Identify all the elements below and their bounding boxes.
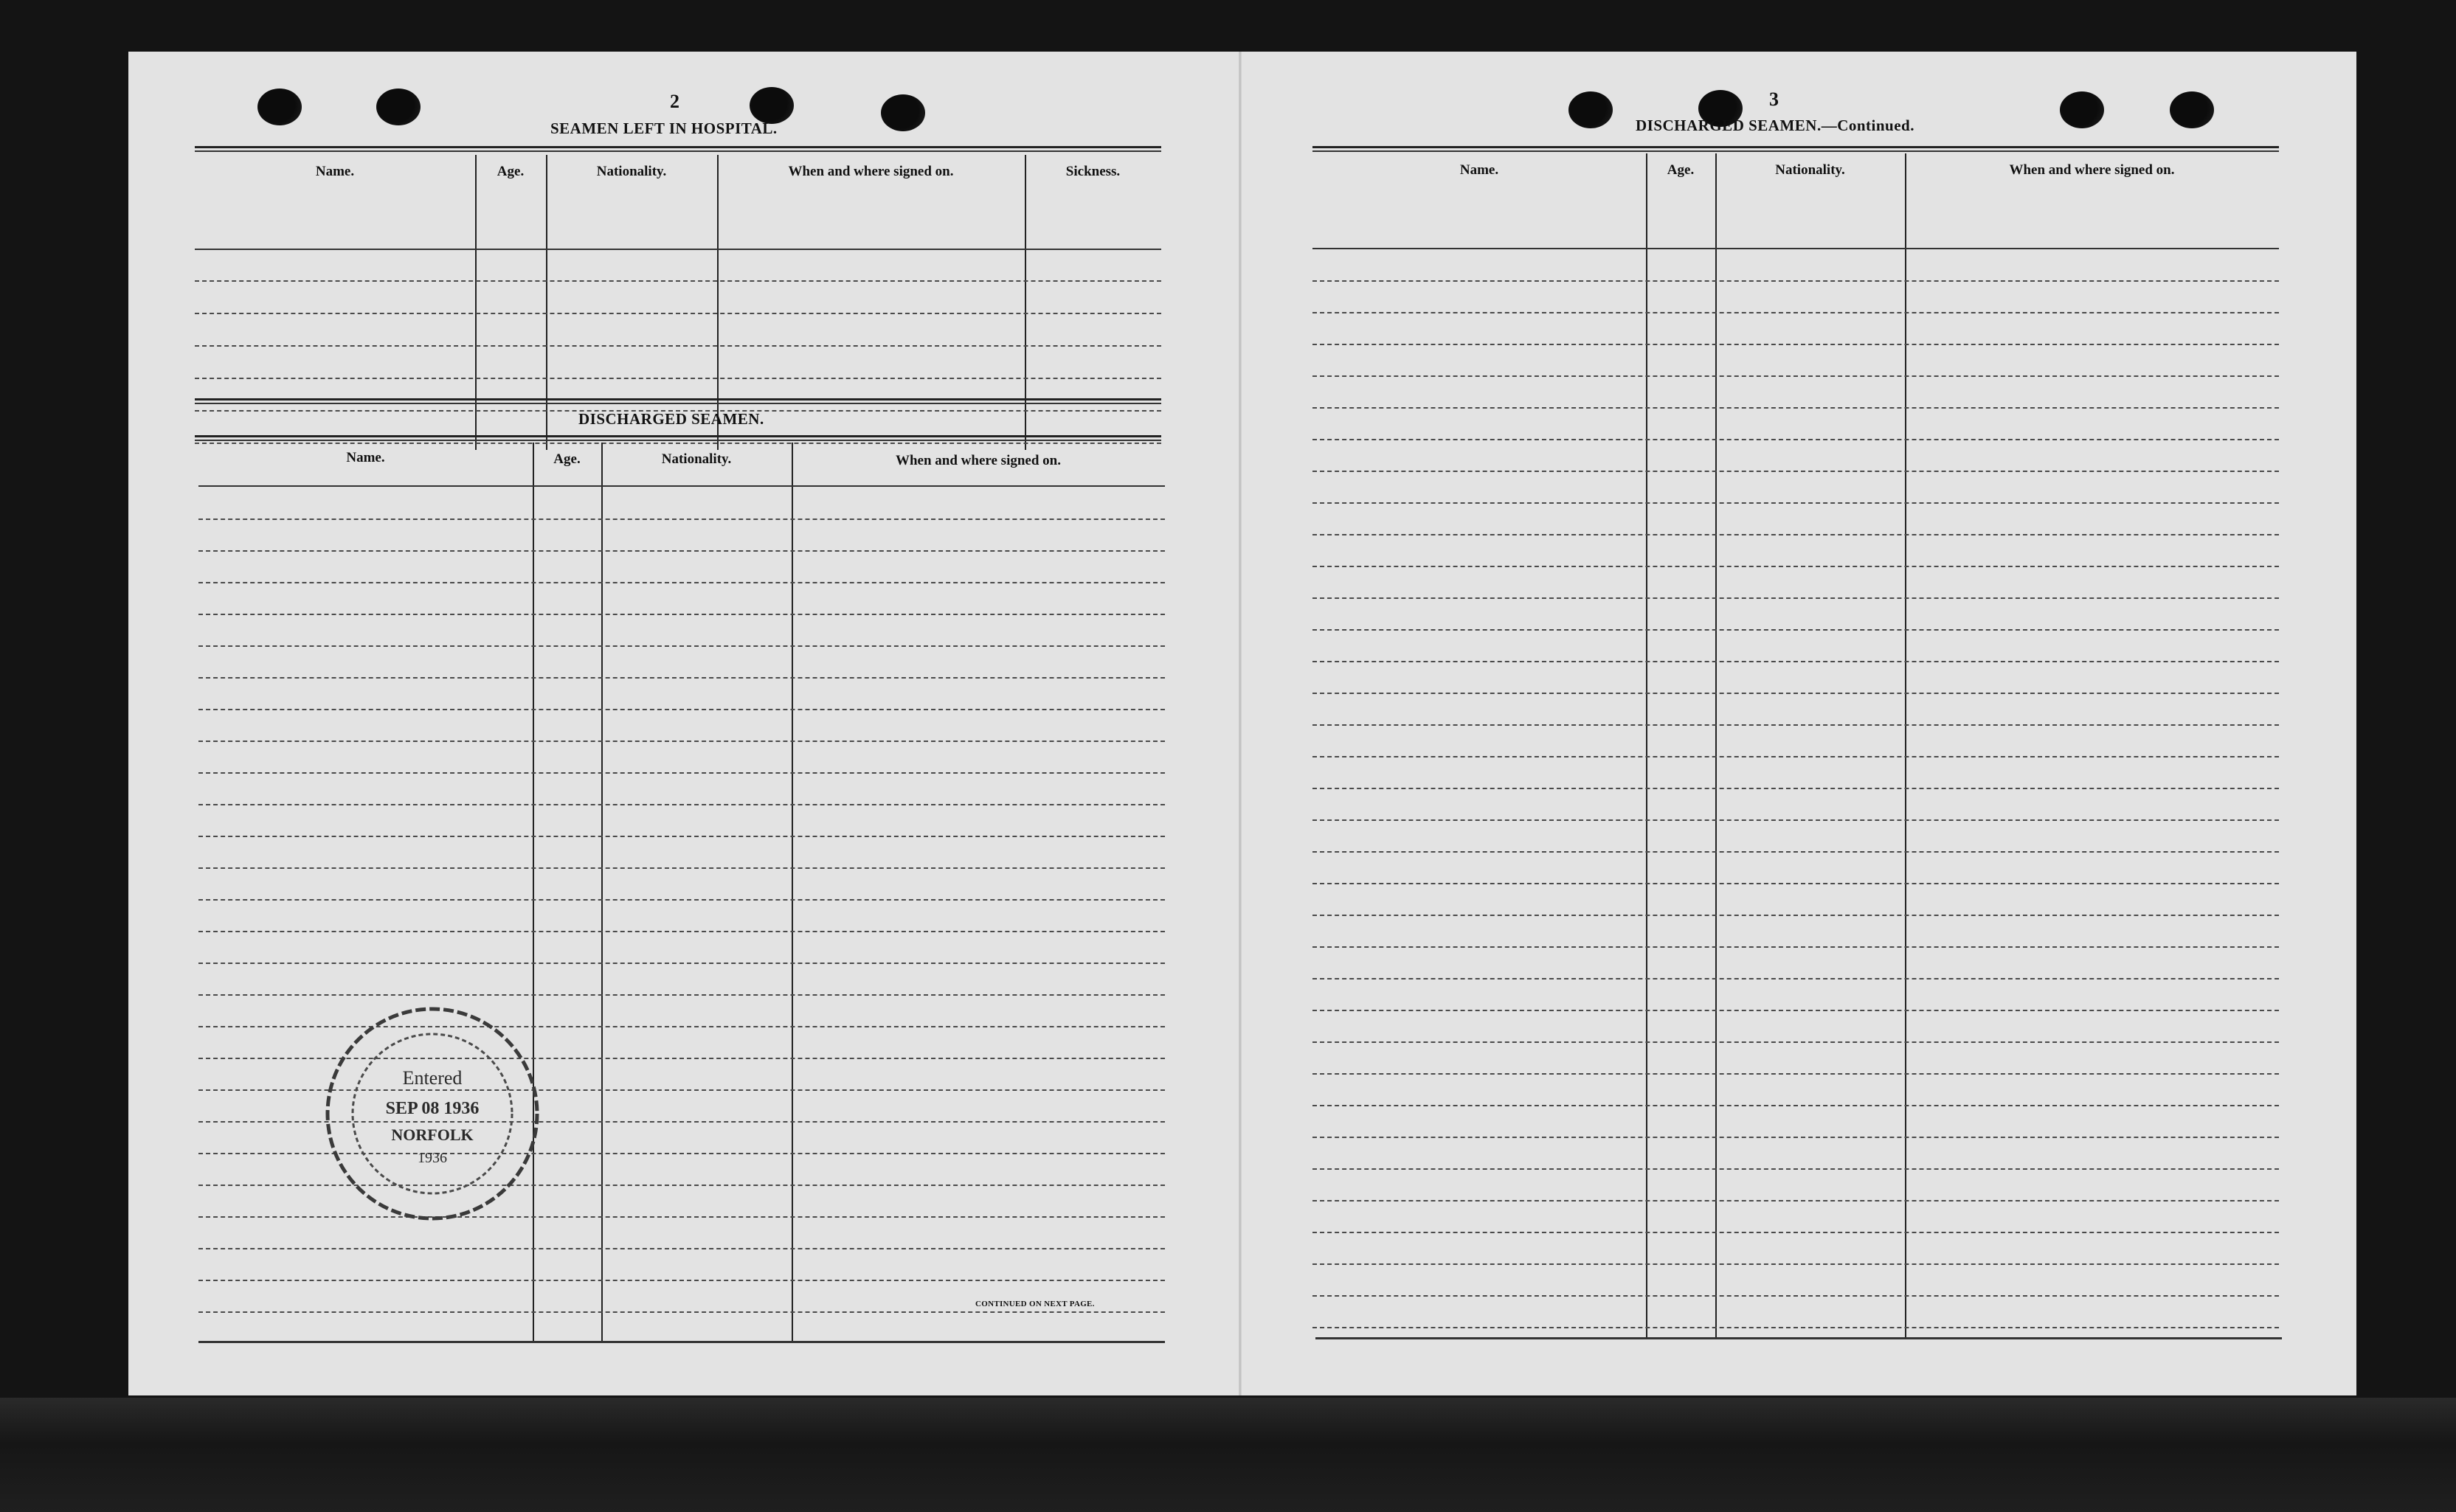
hospital-section-title: SEAMEN LEFT IN HOSPITAL. (550, 119, 778, 137)
table-row-line (198, 614, 1165, 615)
table-row-line (1312, 439, 2279, 440)
table-row-line (198, 1311, 1165, 1313)
table-row-line (1312, 1232, 2279, 1233)
section-rule (195, 146, 1161, 148)
table-row-line (1312, 1200, 2279, 1201)
column-header-nationality: Nationality. (596, 164, 667, 179)
header-rule (195, 249, 1161, 250)
column-divider (792, 443, 793, 1342)
punch-hole (376, 89, 421, 125)
page-number: 2 (670, 91, 679, 112)
column-header-age: Age. (1667, 162, 1695, 178)
table-bottom-rule (1315, 1337, 2282, 1339)
column-divider (601, 443, 603, 1342)
stamp-line: SEP 08 1936 (385, 1099, 480, 1118)
table-row-line (198, 836, 1165, 837)
table-row-line (1312, 724, 2279, 726)
table-row-line (1312, 597, 2279, 599)
column-divider (1646, 153, 1647, 1337)
table-row-line (1312, 756, 2279, 757)
table-row-line (198, 931, 1165, 932)
table-row-line (1312, 1137, 2279, 1138)
table-row-line (1312, 280, 2279, 282)
table-row-line (1312, 915, 2279, 916)
table-row-line (1312, 978, 2279, 979)
crew-list-spread (128, 52, 2356, 1395)
column-header-signed-on: When and where signed on. (2009, 162, 2175, 178)
table-row-line (1312, 1327, 2279, 1328)
table-bottom-rule (198, 1341, 1165, 1343)
table-row-line (195, 313, 1161, 314)
table-row-line (1312, 629, 2279, 631)
column-header-age: Age. (497, 164, 525, 179)
section-rule (195, 398, 1161, 400)
table-row-line (195, 378, 1161, 379)
column-divider (1905, 153, 1906, 1337)
column-header-name: Name. (1459, 162, 1499, 178)
punch-hole (881, 94, 925, 131)
table-row-line (1312, 1073, 2279, 1075)
customs-stamp (322, 1003, 543, 1224)
table-row-line (1312, 534, 2279, 535)
column-header-name: Name. (346, 450, 385, 465)
table-row-line (198, 867, 1165, 869)
hospital-table (195, 155, 1161, 454)
left-page (128, 52, 1239, 1395)
table-row-line (1312, 819, 2279, 821)
table-row-line (1312, 693, 2279, 694)
column-header-sickness: Sickness. (1065, 164, 1121, 179)
column-divider (1715, 153, 1717, 1337)
section-rule (1312, 146, 2279, 148)
discharged-continued-title: DISCHARGED SEAMEN.—Continued. (1636, 117, 1914, 134)
scan-background (0, 1398, 2456, 1512)
punch-hole (257, 89, 302, 125)
table-row-line (1312, 1041, 2279, 1043)
discharged-table-right (1312, 153, 2282, 1345)
discharged-section-title: DISCHARGED SEAMEN. (578, 410, 764, 428)
table-row-line (198, 899, 1165, 901)
right-page (1242, 52, 2356, 1395)
column-header-signed-on: When and where signed on. (895, 453, 1061, 468)
header-rule (198, 485, 1165, 487)
table-row-line (1312, 344, 2279, 345)
table-row-line (1312, 502, 2279, 504)
column-header-age: Age. (553, 451, 581, 467)
table-row-line (1312, 1295, 2279, 1297)
table-row-line (195, 345, 1161, 347)
column-divider (717, 155, 719, 450)
table-row-line (1312, 407, 2279, 409)
table-row-line (1312, 946, 2279, 948)
stamp-line: 1936 (418, 1150, 447, 1166)
table-row-line (198, 550, 1165, 552)
table-row-line (198, 709, 1165, 710)
table-row-line (1312, 851, 2279, 853)
table-row-line (198, 677, 1165, 679)
table-row-line (1312, 1263, 2279, 1265)
punch-hole (1568, 91, 1613, 128)
column-header-name: Name. (315, 164, 355, 179)
punch-hole (2170, 91, 2214, 128)
table-row-line (1312, 1168, 2279, 1170)
table-row-line (198, 519, 1165, 520)
table-row-line (198, 1280, 1165, 1281)
table-row-line (195, 280, 1161, 282)
column-header-nationality: Nationality. (661, 451, 732, 467)
table-row-line (198, 994, 1165, 996)
table-row-line (1312, 375, 2279, 377)
section-rule (195, 435, 1161, 437)
punch-hole (750, 87, 794, 124)
table-row-line (1312, 1105, 2279, 1106)
stamp-line: Entered (402, 1067, 463, 1089)
table-row-line (1312, 471, 2279, 472)
punch-hole (2060, 91, 2104, 128)
column-divider (475, 155, 477, 450)
table-row-line (198, 1248, 1165, 1249)
column-divider (1025, 155, 1026, 450)
table-row-line (198, 772, 1165, 774)
column-header-nationality: Nationality. (1775, 162, 1845, 178)
table-row-line (198, 804, 1165, 805)
table-row-line (1312, 883, 2279, 884)
table-row-line (1312, 788, 2279, 789)
table-row-line (1312, 312, 2279, 313)
page-number: 3 (1769, 89, 1779, 110)
header-rule (1312, 248, 2279, 249)
continued-note: CONTINUED ON NEXT PAGE. (975, 1300, 1095, 1308)
table-row-line (1312, 566, 2279, 567)
stamp-line: NORFOLK (391, 1126, 474, 1144)
column-divider (546, 155, 547, 450)
table-row-line (1312, 661, 2279, 662)
table-row-line (1312, 1010, 2279, 1011)
column-header-signed-on: When and where signed on. (788, 164, 954, 179)
table-row-line (198, 645, 1165, 647)
table-row-line (198, 963, 1165, 964)
table-row-line (198, 582, 1165, 583)
table-row-line (198, 741, 1165, 742)
